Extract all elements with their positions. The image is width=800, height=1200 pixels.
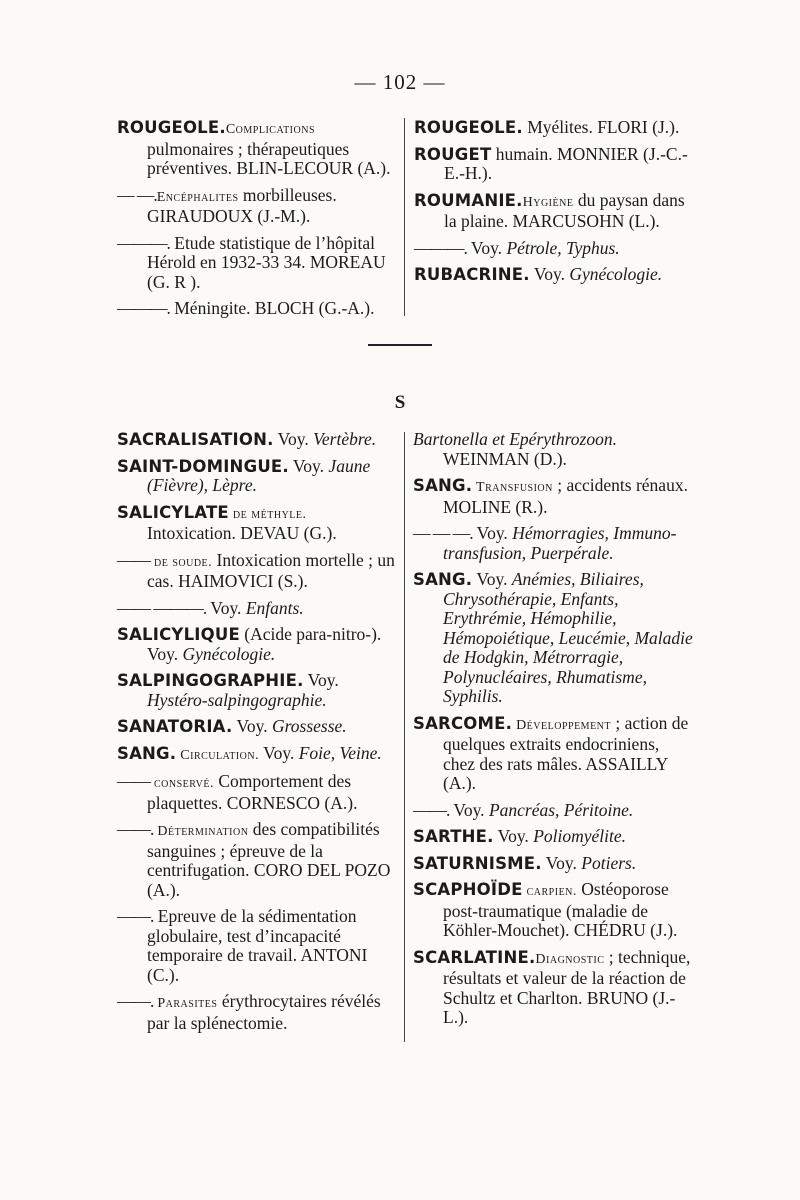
index-entry [413,880,693,941]
entry-subhead: Transfusion [472,480,553,495]
entry-headword: SALICYLIQUE [117,625,240,644]
index-entry [414,191,689,232]
entry-crossref: Foie, Veine. [298,742,382,763]
entry-headword: ROUMANIE. [414,190,523,210]
entry-dash: ——. [117,819,154,839]
entry-text: Voy. [232,716,272,736]
index-column-bottom-left [117,430,399,1040]
entry-text: pulmonaires ; thérapeutiques préventives. BLIN-LECOUR (A.). [147,138,391,178]
entry-headword: ROUGEOLE. [117,118,226,137]
entry-dash: ——. [413,799,450,820]
entry-headword: SANG. [413,570,473,589]
entry-crossref: Pancréas, Péritoine. [488,799,634,820]
index-entry [413,524,693,563]
entry-text: Voy. [472,569,512,589]
entry-text: Voy. [288,455,329,476]
index-entry [414,118,689,138]
entry-text: Intoxication mortelle ; un cas. HAIMOVICI (S.). [147,549,395,591]
index-entry [414,265,689,285]
entry-headword: SANATORIA. [117,717,233,736]
entry-subhead: Encéphalites [156,189,239,205]
page-number: — 102 — [354,70,446,94]
index-entry [413,476,693,517]
entry-headword: SANG. [117,743,177,763]
index-entry [117,717,399,737]
index-entry [117,551,399,592]
entry-crossref: Enfants. [245,597,304,618]
entry-subhead: Hygiène [522,194,574,210]
index-entry [117,671,399,710]
entry-crossref: Hémorragies, Immuno-transfusion, Puerpérale. [443,523,677,563]
entry-text: morbilleuses. GIRAUDOUX (J.-M.). [147,184,337,226]
index-entry [117,503,399,544]
index-entry [117,992,399,1033]
entry-text: humain. MONNIER (J.-C.-E.-H.). [444,143,688,183]
entry-crossref: Potiers. [581,852,637,873]
entry-dash: ———. [414,237,467,258]
entry-text: Intoxication. DEVAU (G.). [147,523,337,543]
index-entry [413,714,693,794]
index-entry [414,239,689,259]
entry-dash: —— [117,771,150,791]
entry-text: Voy. [466,237,507,258]
entry-text: Etude statistique de l’hôpital Hérold en 1932-33 34. MOREAU (G. R ). [147,232,386,292]
entry-headword: ROUGET [414,144,492,164]
entry-headword: SACRALISATION. [117,430,274,449]
entry-headword: SANG. [413,476,473,495]
entry-headword: SARTHE. [413,827,494,846]
index-entry [413,827,693,847]
entry-headword: SALICYLATE [117,502,229,522]
entry-headword: SAINT-DOMINGUE. [117,456,289,476]
entry-dash: ——. [117,906,154,926]
entry-text: Epreuve de la sédimentation globulaire, test d’incapacité temporaire de travail. ANTONI (C.). [147,906,368,985]
index-entry [414,145,689,184]
entry-headword: RUBACRINE. [414,265,530,284]
entry-text: des compatibilités sanguines ; épreuve de la centrifugation. CORO DEL POZO (A.). [147,819,391,900]
index-entry [117,820,399,900]
entry-subhead: de soude. [150,554,213,570]
entry-text: érythrocytaires révélés par la splénectomie. [147,991,381,1033]
entry-dash: —— ———. [117,597,207,618]
entry-headword: SALPINGOGRAPHIE. [117,671,304,690]
entry-text: Méningite. BLOCH (G.-A.). [169,298,375,318]
index-entry [117,907,399,985]
entry-text: Voy. [493,826,534,846]
entry-text: Myélites. FLORI (J.). [522,117,680,137]
entry-subhead: de méthyle. [228,506,307,522]
entry-subhead: Complications [225,122,316,137]
index-entry [117,625,399,664]
entry-subhead: conservé. [150,776,214,791]
entry-crossref: Vertèbre. [313,429,377,449]
entry-dash: — — —. [413,523,473,543]
entry-text: Voy. [259,742,299,763]
entry-subhead: Développement [512,717,612,733]
entry-crossref: Hystéro-salpingographie. [147,689,327,710]
entry-text: ; accidents rénaux. MOLINE (R.). [443,475,688,517]
index-column-top-right [414,118,689,292]
entry-crossref: Gynécologie. [182,643,276,664]
section-letter: S [394,392,406,413]
entry-subhead: Détermination [153,824,249,839]
index-column-bottom-right [413,430,693,1035]
entry-text: Voy. [541,852,582,873]
index-entry [117,234,397,293]
entry-headword: SCAPHOÏDE [413,880,523,899]
entry-headword: SCARLATINE. [413,947,536,967]
index-entry [117,599,399,619]
entry-text: WEINMAN (D.). [443,448,567,469]
entry-text: Voy. [273,429,314,449]
index-entry [117,186,397,227]
column-divider [404,118,405,316]
column-divider [404,432,405,1042]
entry-crossref: Grossesse. [271,716,347,736]
index-entry [117,299,397,319]
index-entry [117,744,399,766]
index-entry [413,948,693,1028]
entry-text: du paysan dans la plaine. MARCUSOHN (L.). [444,189,685,231]
index-entry [117,457,399,496]
entry-headword: ROUGEOLE. [414,118,523,137]
entry-crossref: Anémies, Biliaires, Chrysothérapie, Enfants, Erythrémie, Hémophilie, Hémopoiétique, Leucémie, Maladie de Hodgkin, Métrorragie, Polynucléaires, Rhumatisme, Syphilis. [443,569,693,706]
entry-text: Ostéoporose post-traumatique (maladie de Köhler-Mouchet). CHÉDRU (J.). [443,879,678,940]
entry-dash: ——. [117,991,154,1011]
index-entry [117,772,399,813]
index-entry [413,854,693,874]
entry-text: Voy. [529,264,570,284]
index-entry [413,570,693,707]
entry-subhead: carpien. [522,884,577,899]
index-entry [117,118,397,179]
entry-text: Voy. [472,523,513,543]
entry-crossref: Pétrole, Typhus. [506,237,620,258]
entry-crossref: Poliomyélite. [533,826,627,846]
index-column-top-left [117,118,397,326]
entry-subhead: Diagnostic [535,951,605,967]
index-entry [117,430,399,450]
entry-subhead: Circulation. [176,747,260,763]
entry-dash: ———. [117,232,170,253]
entry-text: Voy. [449,799,489,820]
entry-text: (Acide para-nitro-). Voy. [147,624,382,664]
entry-text: Voy. [303,670,339,690]
index-entry [413,801,693,821]
entry-text: ; technique, résultats et valeur de la réaction de Schultz et Charlton. BRUNO (J.-L.). [443,946,691,1027]
entry-subhead: Parasites [153,996,218,1011]
entry-text: ; action de quelques extraits endocriniens, chez des rats mâles. ASSAILLY (A.). [443,712,689,793]
entry-dash: —— [117,549,150,570]
entry-headword: SATURNISME. [413,853,542,873]
entry-crossref: Jaune (Fièvre), Lèpre. [147,455,371,495]
entry-crossref: Bartonella et Epérythrozoon. [413,429,617,449]
entry-text: Voy. [206,597,246,618]
section-rule [368,344,432,346]
entry-headword: SARCOME. [413,713,513,733]
entry-crossref: Gynécologie. [569,264,663,284]
entry-dash: — —. [117,184,157,205]
index-entry [413,430,693,469]
entry-text: Comportement des plaquettes. CORNESCO (A.). [147,771,358,813]
entry-dash: ———. [117,298,170,318]
